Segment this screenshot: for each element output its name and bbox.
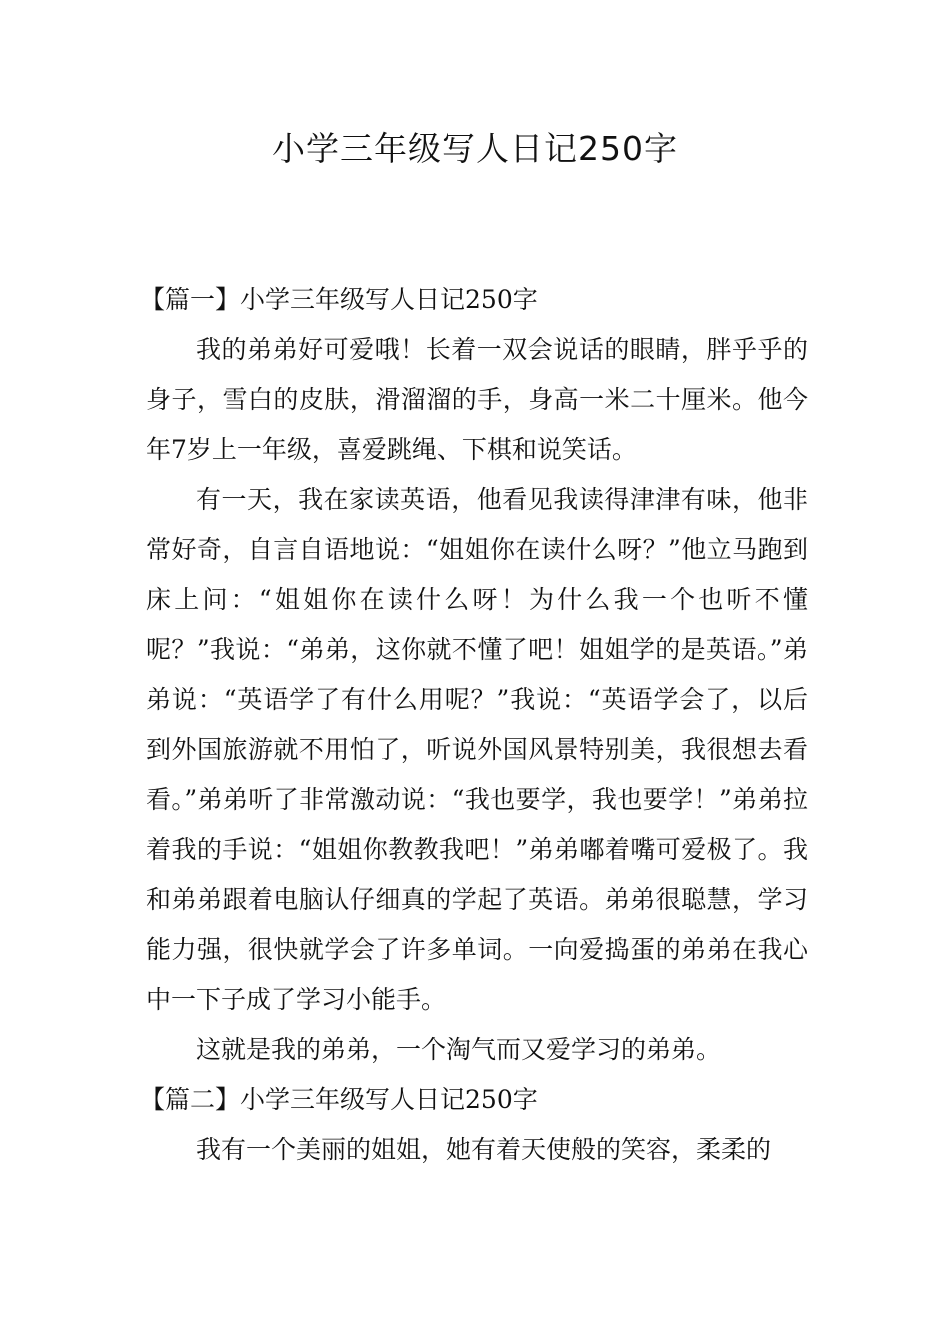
section-1-paragraph-1: 我的弟弟好可爱哦！长着一双会说话的眼睛，胖乎乎的身子，雪白的皮肤，滑溜溜的手，身高一米二十厘米。他今年7岁上一年级，喜爱跳绳、下棋和说笑话。	[146, 335, 808, 464]
section-1-paragraph-2: 有一天，我在家读英语，他看见我读得津津有味，他非常好奇，自言自语地说：“姐姐你在读什么呀？”他立马跑到床上问：“姐姐你在读什么呀！为什么我一个也听不懂呢？”我说：“弟弟，这你就不懂了吧！姐姐学的是英语。”弟弟说：“英语学了有什么用呢？”我说：“英语学会了，以后到外国旅游就不用怕了，听说外国风景特别美，我很想去看看。”弟弟听了非常激动说：“我也要学，我也要学！”弟弟拉着我的手说：“姐姐你教教我吧！”弟弟嘟着嘴可爱极了。我和弟弟跟着电脑认仔细真的学起了英语。弟弟很聪慧，学习能力强，很快就学会了许多单词。一向爱捣蛋的弟弟在我心中一下子成了学习小能手。	[146, 485, 808, 1014]
document-body	[140, 275, 808, 1175]
section-1-paragraph-3: 这就是我的弟弟，一个淘气而又爱学习的弟弟。	[196, 1035, 722, 1064]
document-title: 小学三年级写人日记250字	[272, 129, 678, 168]
section-heading-2: 【篇二】小学三年级写人日记250字	[140, 1085, 538, 1114]
section-heading-1: 【篇一】小学三年级写人日记250字	[140, 285, 538, 314]
section-2-paragraph-1: 我有一个美丽的姐姐，她有着天使般的笑容，柔柔的	[196, 1135, 772, 1164]
